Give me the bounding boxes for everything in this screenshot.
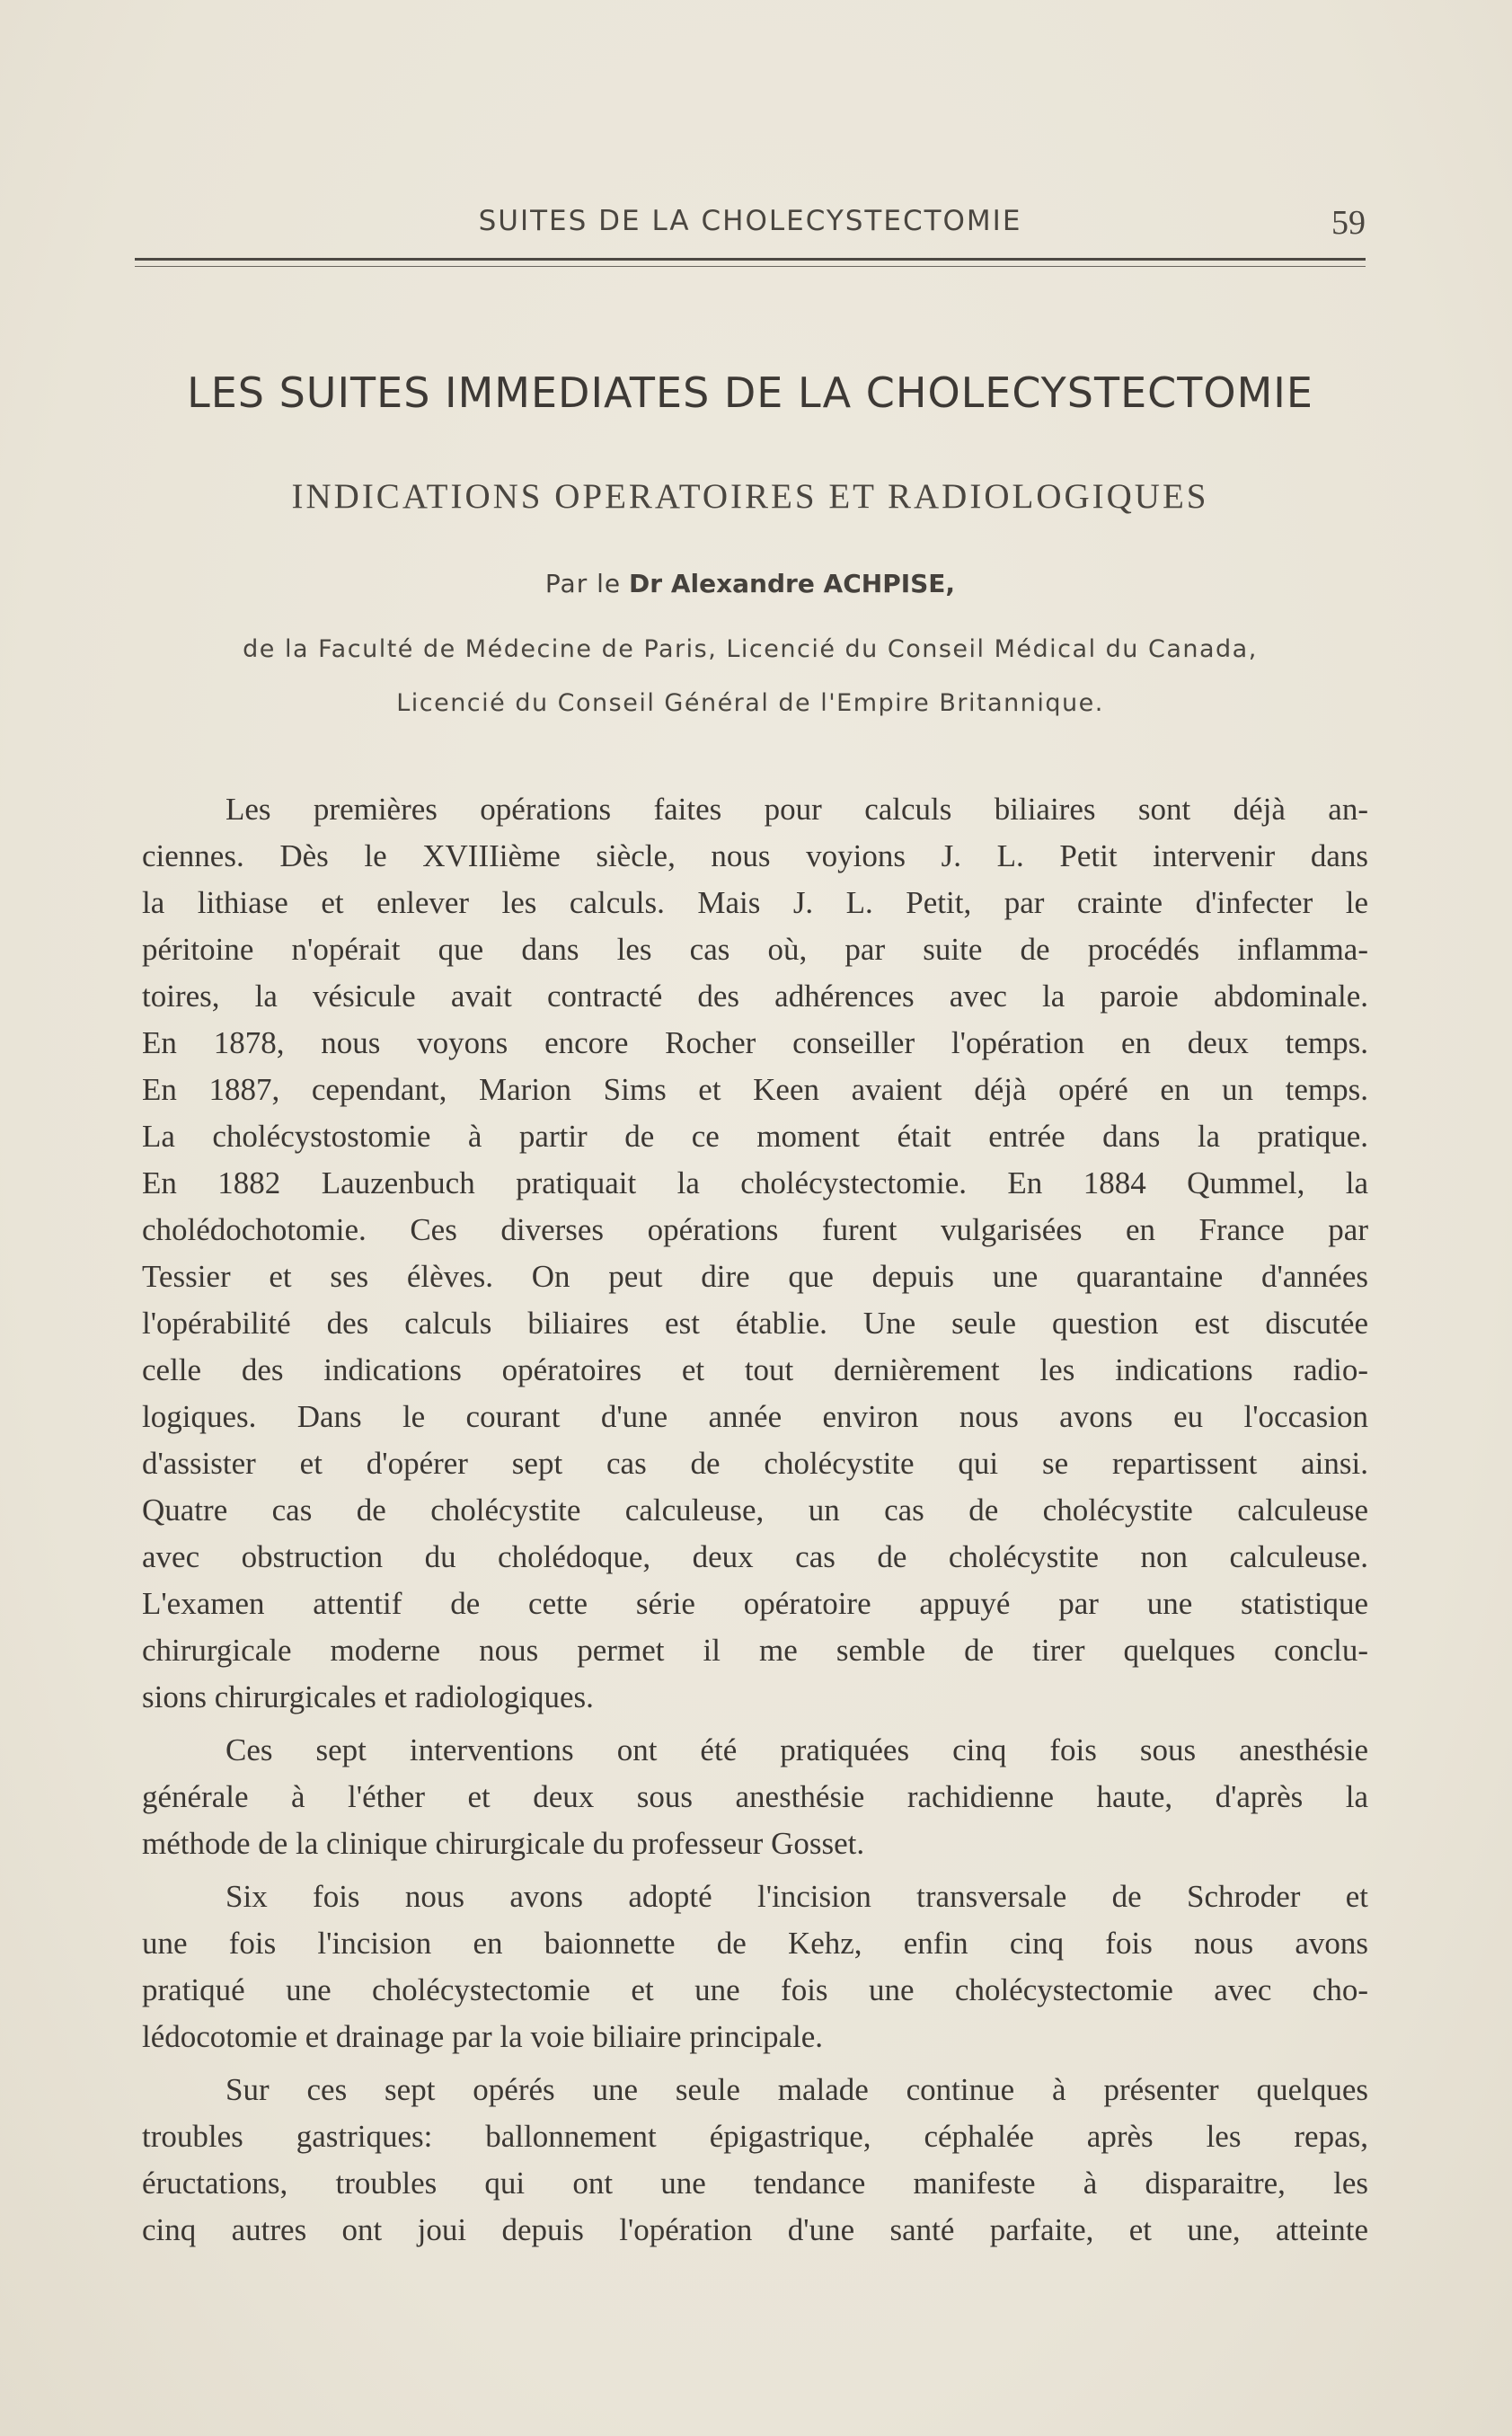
text-line: l'opérabilité des calculs biliaires est établie. Une seule question est discutée: [142, 1306, 1368, 1341]
author-affiliation-2: Licencié du Conseil Général de l'Empire Britannique.: [396, 689, 1104, 717]
paragraph-1: [142, 786, 1368, 1721]
text-line: troubles gastriques: ballonnement épigastrique, céphalée après les repas,: [142, 2119, 1368, 2154]
text-line: avec obstruction du cholédoque, deux cas de cholécystite non calculeuse.: [142, 1539, 1368, 1574]
text-line: Quatre cas de cholécystite calculeuse, un cas de cholécystite calculeuse: [142, 1493, 1368, 1528]
text-line: Tessier et ses élèves. On peut dire que depuis une quarantaine d'années: [142, 1259, 1368, 1294]
text-line: L'examen attentif de cette série opératoire appuyé par une statistique: [142, 1586, 1368, 1621]
text-line: péritoine n'opérait que dans les cas où, par suite de procédés inflamma-: [142, 932, 1368, 967]
text-line: une fois l'incision en baionnette de Kehz, enfin cinq fois nous avons: [142, 1926, 1368, 1961]
text-line: Les premières opérations faites pour calculs biliaires sont déjà an-: [225, 792, 1368, 827]
text-line: éructations, troubles qui ont une tendance manifeste à disparaitre, les: [142, 2166, 1368, 2201]
text-line: Sur ces sept opérés une seule malade continue à présenter quelques: [225, 2072, 1368, 2107]
text-line: toires, la vésicule avait contracté des adhérences avec la paroie abdominale.: [142, 979, 1368, 1014]
article-subtitle: INDICATIONS OPERATOIRES ET RADIOLOGIQUES: [291, 477, 1209, 516]
text-line: d'assister et d'opérer sept cas de cholécystite qui se repartissent ainsi.: [142, 1446, 1368, 1481]
header-rule-thin: [135, 266, 1366, 267]
text-line: logiques. Dans le courant d'une année environ nous avons eu l'occasion: [142, 1399, 1368, 1434]
text-line: Six fois nous avons adopté l'incision transversale de Schroder et: [225, 1879, 1368, 1914]
text-line: méthode de la clinique chirurgicale du professeur Gosset.: [142, 1826, 865, 1861]
header-rule-thick: [135, 258, 1366, 261]
text-line: générale à l'éther et deux sous anesthésie rachidienne haute, d'après la: [142, 1779, 1368, 1814]
byline-prefix: Par le: [544, 569, 622, 598]
text-line: pratiqué une cholécystectomie et une fois une cholécystectomie avec cho-: [142, 1972, 1368, 2007]
text-line: cholédochotomie. Ces diverses opérations furent vulgarisées en France par: [142, 1212, 1368, 1247]
text-line: En 1878, nous voyons encore Rocher conseiller l'opération en deux temps.: [142, 1025, 1368, 1060]
author-affiliation-1: de la Faculté de Médecine de Paris, Licencié du Conseil Médical du Canada,: [243, 635, 1258, 663]
page-number: 59: [1331, 204, 1366, 242]
article-title: LES SUITES IMMEDIATES DE LA CHOLECYSTECTOMIE: [187, 368, 1313, 417]
text-line: Ces sept interventions ont été pratiquées cinq fois sous anesthésie: [225, 1732, 1368, 1767]
text-line: En 1887, cependant, Marion Sims et Keen avaient déjà opéré en un temps.: [142, 1072, 1368, 1107]
running-title: SUITES DE LA CHOLECYSTECTOMIE: [478, 205, 1022, 237]
text-line: ciennes. Dès le XVIIIième siècle, nous voyions J. L. Petit intervenir dans: [142, 838, 1368, 873]
text-line: lédocotomie et drainage par la voie biliaire principale.: [142, 2019, 824, 2054]
byline: [135, 569, 1366, 598]
text-line: En 1882 Lauzenbuch pratiquait la cholécystectomie. En 1884 Qummel, la: [142, 1165, 1368, 1200]
text-line: cinq autres ont joui depuis l'opération d'une santé parfaite, et une, atteinte: [142, 2212, 1368, 2247]
text-line: La cholécystostomie à partir de ce moment était entrée dans la pratique.: [142, 1119, 1368, 1154]
text-line: la lithiase et enlever les calculs. Mais J. L. Petit, par crainte d'infecter le: [142, 885, 1368, 920]
author-name: Dr Alexandre ACHPISE,: [629, 569, 956, 598]
text-line: chirurgicale moderne nous permet il me semble de tirer quelques conclu-: [142, 1633, 1368, 1668]
running-head: [135, 205, 1366, 241]
paragraph-3: [142, 1874, 1368, 2060]
paragraph-4: [142, 2067, 1368, 2254]
text-line: sions chirurgicales et radiologiques.: [142, 1679, 594, 1714]
text-line: celle des indications opératoires et tout dernièrement les indications radio-: [142, 1352, 1368, 1387]
article-body: [142, 786, 1368, 2254]
paragraph-2: [142, 1727, 1368, 1867]
